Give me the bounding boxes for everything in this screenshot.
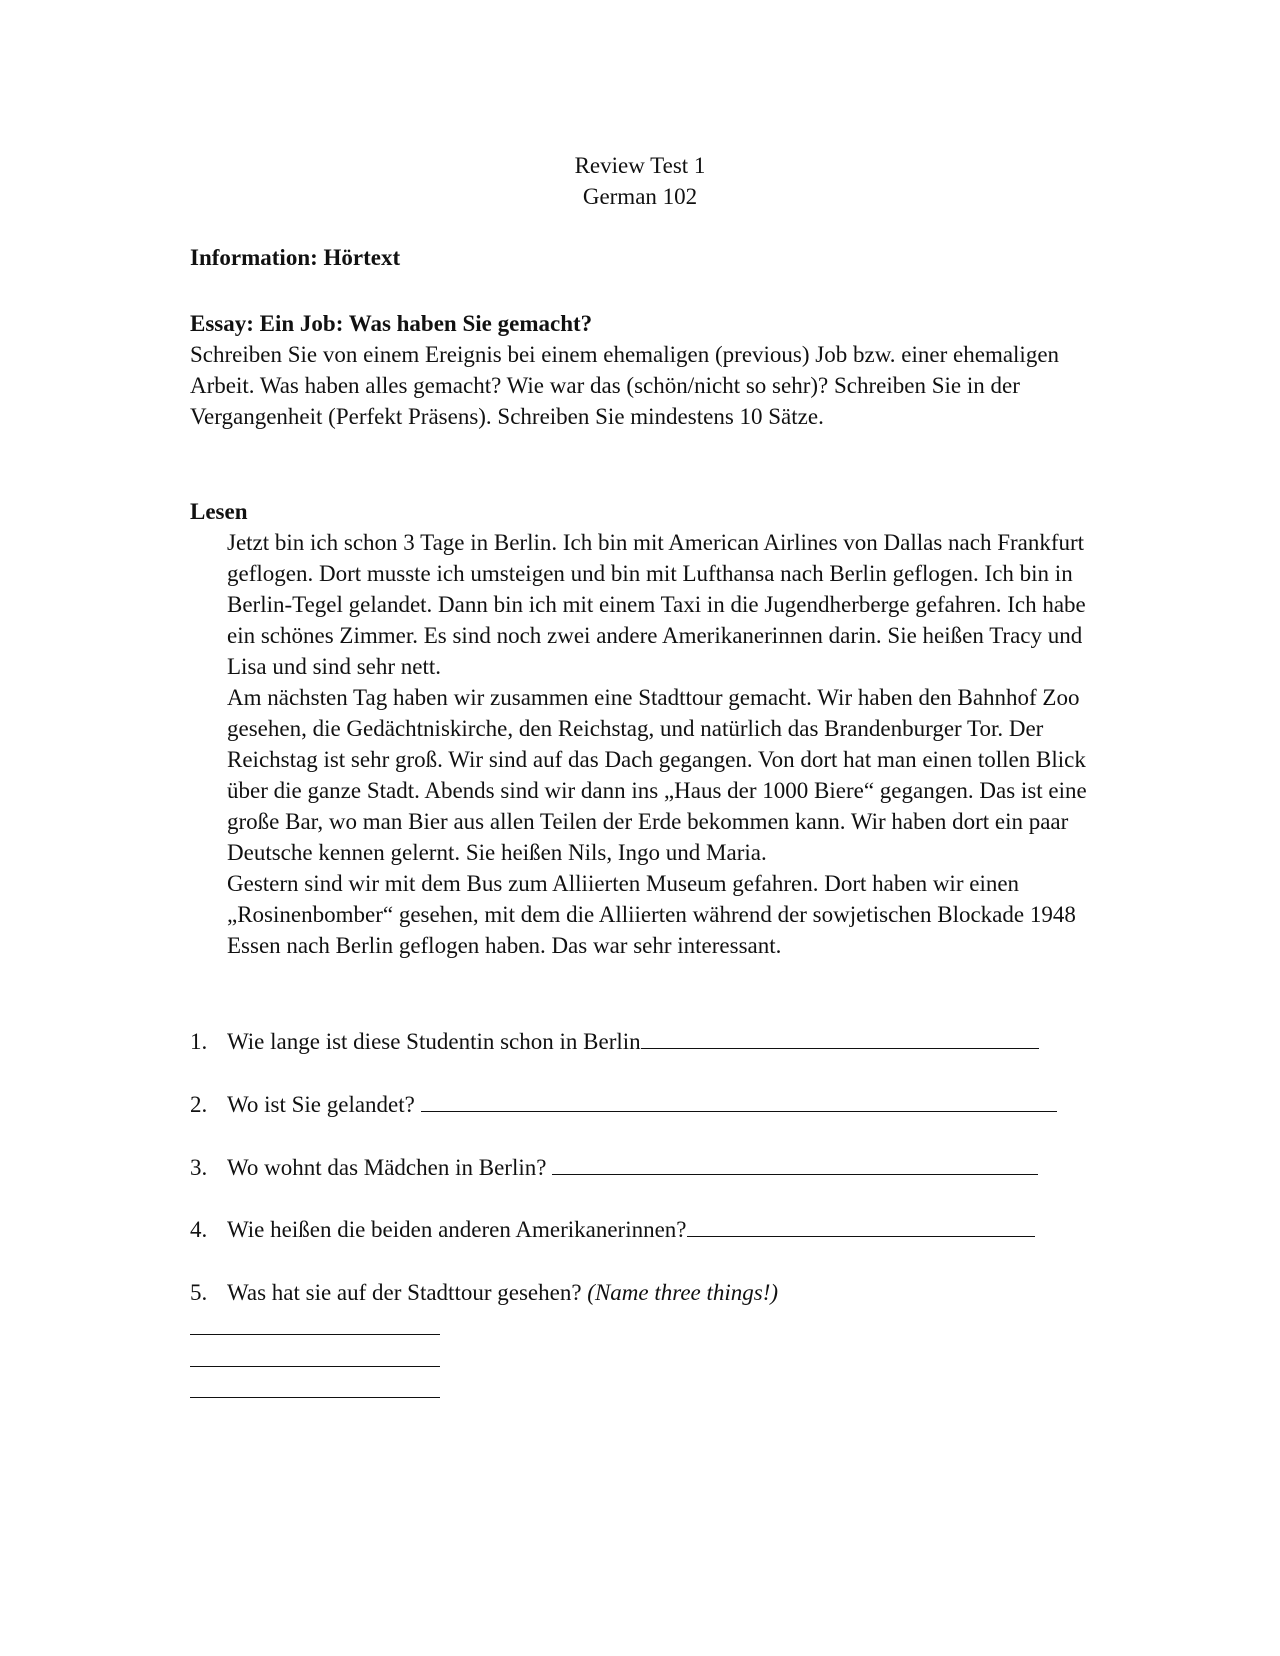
reading-paragraph: Am nächsten Tag haben wir zusammen eine Stadttour gemacht. Wir haben den Bahnhof Zoo gesehen, die Gedächtniskirche, den Reichstag, und natürlich das Brandenburger Tor. Der Reichstag ist sehr groß. Wir sind auf das Dach gegangen. Von dort hat man einen tollen Blick über die ganze Stadt. Abends sind wir dann ins „Haus der 1000 Biere“ gegangen. Das ist eine große Bar, wo man Bier aus allen Teilen der Erde bekommen kann. Wir haben dort ein paar Deutsche kennen gelernt. Sie heißen Nils, Ingo und Maria. [227,685,1087,865]
reading-paragraph: Jetzt bin ich schon 3 Tage in Berlin. Ich bin mit American Airlines von Dallas nach Frankfurt geflogen. Dort musste ich umsteigen und bin mit Lufthansa nach Berlin geflogen. Ich bin in Berlin-Tegel gelandet. Dann bin ich mit einem Taxi in die Jugendherberge gefahren. Ich habe ein schönes Zimmer. Es sind noch zwei andere Amerikanerinnen darin. Sie heißen Tracy und Lisa und sind sehr nett. [227,530,1086,679]
information-heading: Information: Hörtext [190,245,401,270]
reading-paragraph: Gestern sind wir mit dem Bus zum Alliierten Museum gefahren. Dort haben wir einen „Rosinenbomber“ gesehen, mit dem die Alliierten während der sowjetischen Blockade 1948 Essen nach Berlin geflogen haben. Das war sehr interessant. [227,871,1076,958]
question-text: Wie heißen die beiden anderen Amerikanerinnen? [227,1217,687,1242]
document-title: Review Test 1 [574,153,706,178]
answer-line-1[interactable] [190,1334,440,1335]
question-number: 5. [190,1280,208,1305]
question-5 [190,1277,778,1308]
answer-line-3[interactable] [190,1397,440,1398]
question-text: Wo ist Sie gelandet? [227,1092,421,1117]
question-text: Wie lange ist diese Studentin schon in Berlin [227,1029,641,1054]
question-text: Wo wohnt das Mädchen in Berlin? [227,1155,553,1180]
course-name: German 102 [582,184,698,209]
question-number: 4. [190,1217,208,1242]
answer-blank[interactable] [641,1026,1039,1049]
answer-blank[interactable] [552,1152,1038,1175]
question-number: 1. [190,1029,208,1054]
essay-heading: Essay: Ein Job: Was haben Sie gemacht? [190,311,593,336]
question-hint: (Name three things!) [587,1280,779,1305]
question-4 [190,1214,1035,1245]
question-text: Was hat sie auf der Stadttour gesehen? [227,1280,588,1305]
reading-text [227,527,1107,961]
question-1 [190,1026,1039,1057]
answer-line-2[interactable] [190,1366,440,1367]
reading-heading: Lesen [190,499,248,524]
essay-instructions: Schreiben Sie von einem Ereignis bei einem ehemaligen (previous) Job bzw. einer ehemaligen Arbeit. Was haben alles gemacht? Wie war das (schön/nicht so sehr)? Schreiben Sie in der Vergangenheit (Perfekt Präsens). Schreiben Sie mindestens 10 Sätze. [190,342,1060,429]
question-number: 3. [190,1155,208,1180]
question-2 [190,1089,1057,1120]
answer-blank[interactable] [421,1089,1057,1112]
question-3 [190,1152,1038,1183]
question-number: 2. [190,1092,208,1117]
answer-blank[interactable] [687,1214,1035,1237]
